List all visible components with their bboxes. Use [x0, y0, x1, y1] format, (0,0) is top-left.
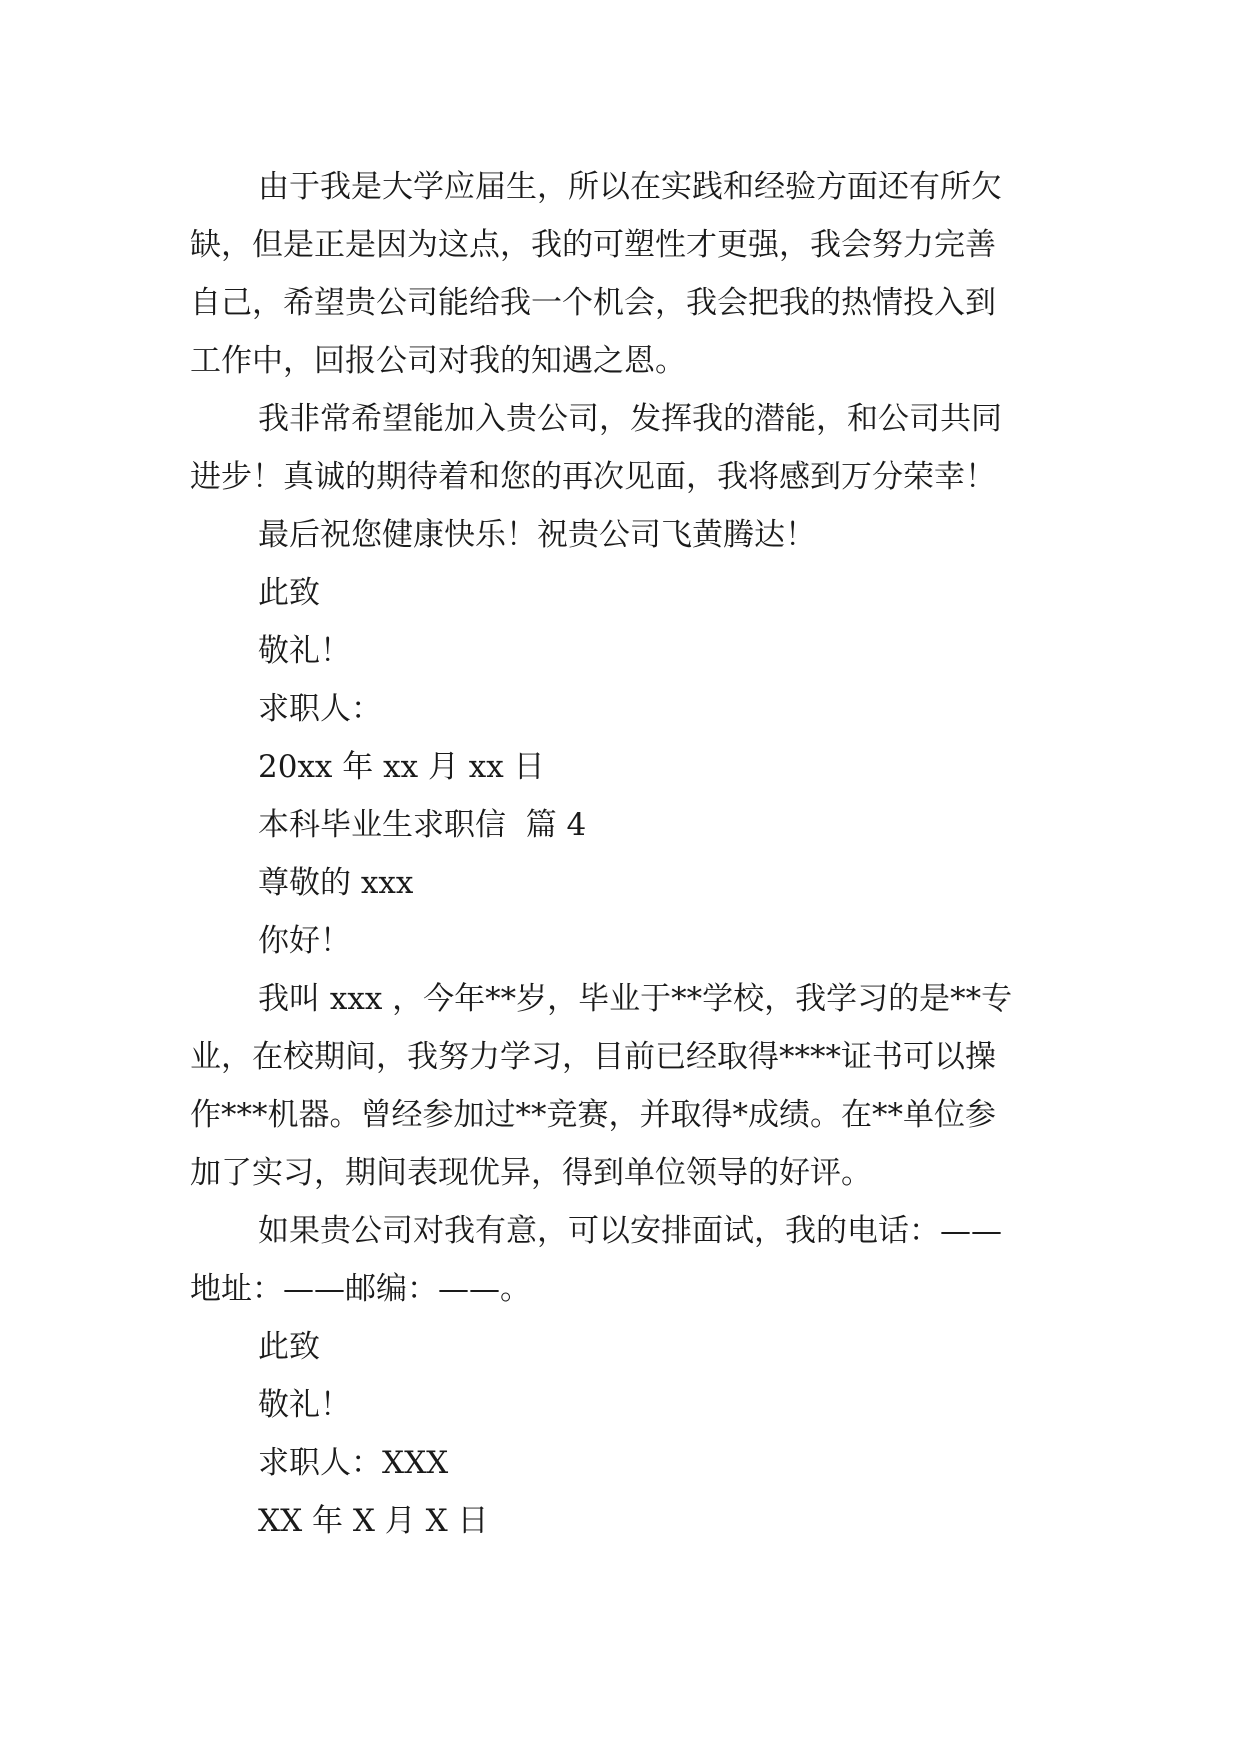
- paragraph-line: 如果贵公司对我有意，可以安排面试，我的电话：——: [258, 1213, 1002, 1249]
- letter-greeting: 你好！: [258, 923, 351, 959]
- paragraph-line: 地址：——邮编：——。: [190, 1271, 531, 1307]
- signature-applicant: 求职人：XXX: [258, 1445, 449, 1481]
- paragraph-line: 业，在校期间，我努力学习，目前已经取得****证书可以操: [190, 1039, 996, 1075]
- signature-applicant: 求职人：: [258, 691, 382, 727]
- paragraph-line: 缺，但是正是因为这点，我的可塑性才更强，我会努力完善: [190, 227, 996, 263]
- paragraph-line: 由于我是大学应届生，所以在实践和经验方面还有所欠: [258, 169, 1002, 205]
- closing-salutation: 此致: [258, 575, 320, 611]
- closing-wish: 最后祝您健康快乐！祝贵公司飞黄腾达！: [258, 517, 816, 553]
- paragraph-line: 我非常希望能加入贵公司，发挥我的潜能，和公司共同: [258, 401, 1002, 437]
- signature-date: 20xx 年 xx 月 xx 日: [258, 749, 545, 785]
- closing-regards: 敬礼！: [258, 1387, 351, 1423]
- signature-date: XX 年 X 月 X 日: [258, 1503, 489, 1539]
- section-heading: 本科毕业生求职信 篇 4: [258, 807, 587, 843]
- paragraph-line: 我叫 xxx ，今年**岁，毕业于**学校，我学习的是**专: [258, 981, 1013, 1017]
- closing-salutation: 此致: [258, 1329, 320, 1365]
- paragraph-line: 进步！真诚的期待着和您的再次见面，我将感到万分荣幸！: [190, 459, 996, 495]
- paragraph-line: 工作中，回报公司对我的知遇之恩。: [190, 343, 686, 379]
- paragraph-line: 作***机器。曾经参加过**竞赛，并取得*成绩。在**单位参: [190, 1097, 996, 1133]
- closing-regards: 敬礼！: [258, 633, 351, 669]
- paragraph-line: 加了实习，期间表现优异，得到单位领导的好评。: [190, 1155, 872, 1191]
- letter-recipient: 尊敬的 xxx: [258, 865, 414, 901]
- paragraph-line: 自己，希望贵公司能给我一个机会，我会把我的热情投入到: [190, 285, 996, 321]
